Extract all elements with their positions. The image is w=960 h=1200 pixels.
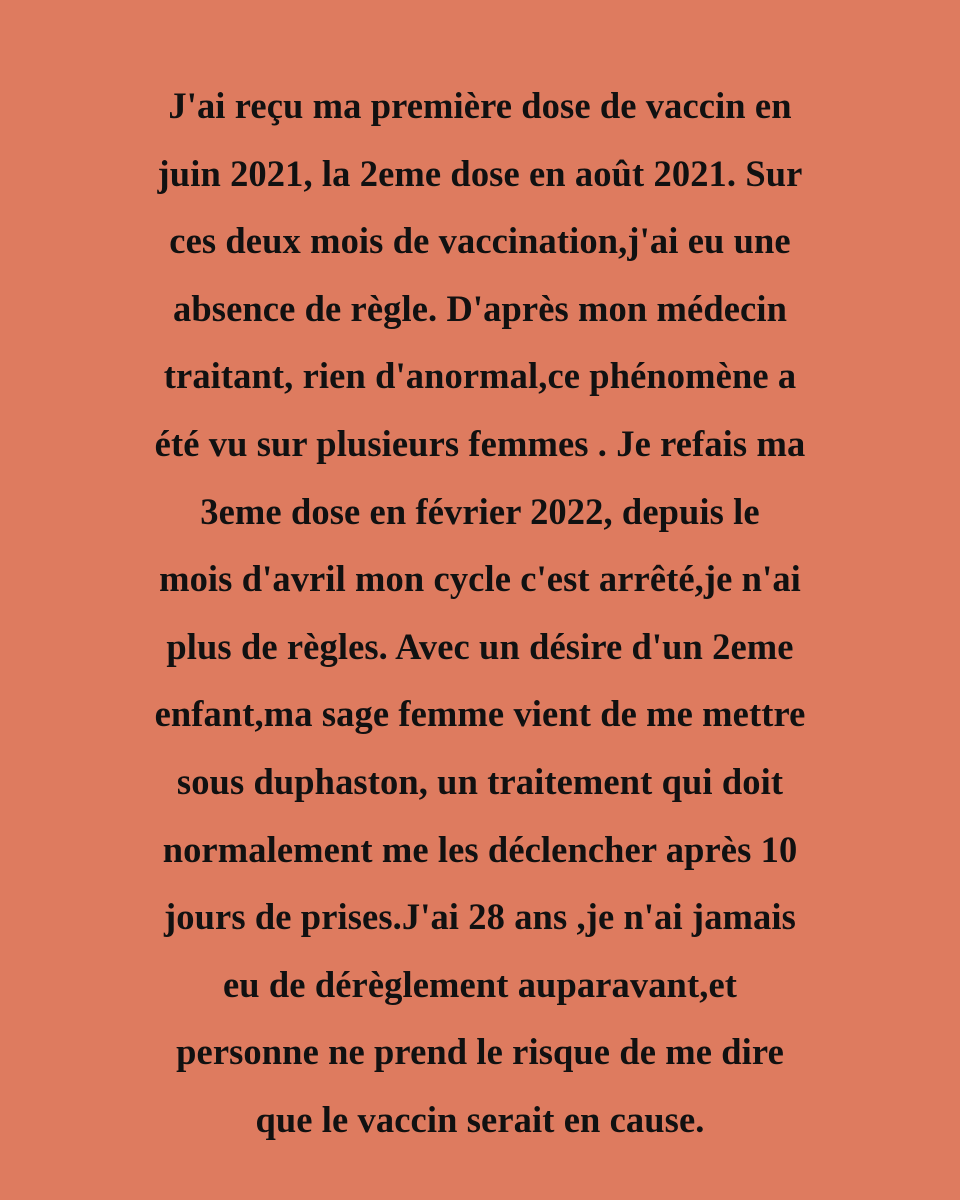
text-line-1: J'ai reçu ma première dose de vaccin en [168,85,792,126]
text-line-2: juin 2021, la 2eme dose en août 2021. Sur [157,152,803,194]
text-line-14: eu de dérèglement auparavant,et [222,963,737,1005]
text-line-15: personne ne prend le risque de me dire [176,1031,784,1073]
text-line-4: absence de règle. D'après mon médecin [173,287,787,329]
text-line-3: ces deux mois de vaccination,j'ai eu une [169,220,791,262]
text-line-12: normalement me les déclencher après 10 [162,828,798,870]
text-line-11: sous duphaston, un traitement qui doit [176,760,784,802]
text-line-10: enfant,ma sage femme vient de me mettre [154,693,806,735]
testimony-text [60,72,900,1154]
text-line-5: traitant, rien d'anormal,ce phénomène a [163,355,797,397]
text-line-9: plus de règles. Avec un désire d'un 2eme [166,625,794,667]
text-line-7: 3eme dose en février 2022, depuis le [200,490,760,532]
text-line-6: été vu sur plusieurs femmes . Je refais ma [154,422,806,464]
text-line-13: jours de prises.J'ai 28 ans ,je n'ai jamais [164,896,796,938]
text-line-16: que le vaccin serait en cause. [255,1098,705,1140]
text-line-8: mois d'avril mon cycle c'est arrêté,je n'ai [159,558,801,600]
